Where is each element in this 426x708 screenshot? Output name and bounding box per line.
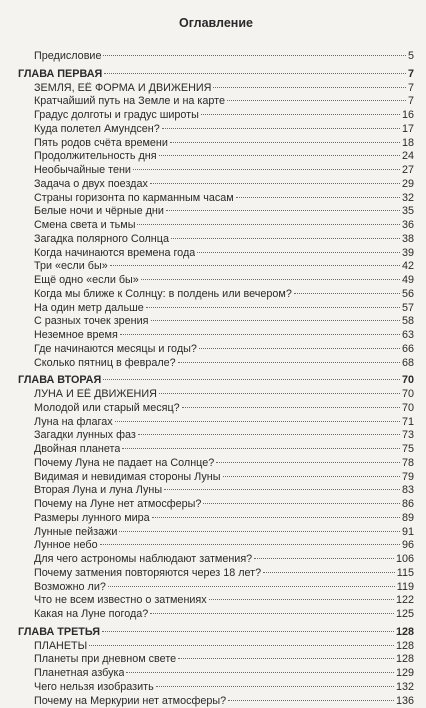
toc-entry-title: С разных точек зрения: [18, 315, 149, 329]
dot-leader: [104, 73, 406, 74]
toc-page-number: 115: [397, 567, 414, 581]
toc-entry-title: Размеры лунного мира: [18, 512, 150, 526]
toc-entry-title: Лунные пейзажи: [18, 526, 117, 540]
toc-entry-title: Сколько пятниц в феврале?: [18, 357, 176, 371]
toc-entry-title: Когда мы ближе к Солнцу: в полдень или вечером?: [18, 288, 292, 302]
dot-leader: [133, 169, 400, 170]
toc-entry-title: Загадки лунных фаз: [18, 429, 136, 443]
dot-leader: [170, 142, 400, 143]
dot-leader: [126, 672, 394, 673]
toc-entry-title: Неземное время: [18, 329, 118, 343]
toc-page-number: 49: [402, 274, 414, 288]
toc-page-number: 5: [408, 50, 414, 64]
toc-entry-row: [18, 526, 414, 540]
dot-leader: [115, 421, 400, 422]
toc-entry-row: [18, 343, 414, 357]
toc-chapter-row: [18, 374, 414, 388]
toc-page-number: 79: [402, 471, 414, 485]
toc-page-number: 119: [397, 581, 414, 595]
dot-leader: [171, 238, 400, 239]
toc-page-number: 18: [402, 137, 414, 151]
toc-entry-title: Ещё одно «если бы»: [18, 274, 139, 288]
toc-entry-row: [18, 512, 414, 526]
toc-entry-row: [18, 123, 414, 137]
toc-entry-row: [18, 329, 414, 343]
toc-entry-title: Видимая и невидимая стороны Луны: [18, 471, 221, 485]
toc-entry-row: [18, 164, 414, 178]
toc-page-number: 75: [402, 443, 414, 457]
dot-leader: [294, 293, 400, 294]
toc-entry-row: [18, 95, 414, 109]
toc-entry-row: [18, 553, 414, 567]
toc-entry-row: [18, 471, 414, 485]
toc-entry-title: Когда начинаются времена года: [18, 247, 195, 261]
toc-entry-row: [18, 247, 414, 261]
toc-page-number: 27: [402, 164, 414, 178]
toc-entry-row: [18, 443, 414, 457]
toc-page-number: 36: [402, 219, 414, 233]
dot-leader: [122, 448, 400, 449]
toc-entry-title: Планеты при дневном свете: [18, 653, 176, 667]
dot-leader: [150, 183, 400, 184]
dot-leader: [141, 279, 400, 280]
toc-entry-row: [18, 82, 414, 96]
toc-page-number: 7: [408, 68, 414, 82]
toc-entry-title: Загадка полярного Солнца: [18, 233, 169, 247]
toc-page-number: 106: [396, 553, 414, 567]
dot-leader: [178, 658, 394, 659]
dot-leader: [159, 155, 400, 156]
toc-entry-title: Где начинаются месяцы и годы?: [18, 343, 197, 357]
toc-page-number: 129: [396, 667, 414, 681]
toc-entry-title: Три «если бы»: [18, 260, 108, 274]
toc-page-number: 42: [402, 260, 414, 274]
toc-entry-title: ГЛАВА ПЕРВАЯ: [18, 68, 102, 82]
toc-entry-title: Необычайные тени: [18, 164, 131, 178]
toc-page-number: 57: [402, 302, 414, 316]
toc-entry-row: [18, 429, 414, 443]
toc-entry-row: [18, 302, 414, 316]
toc-entry-row: [18, 581, 414, 595]
toc-page-number: 63: [402, 329, 414, 343]
toc-entry-title: Почему на Меркурии нет атмосферы?: [18, 695, 226, 708]
toc-page-number: 128: [396, 626, 414, 640]
dot-leader: [150, 613, 394, 614]
toc-page-number: 58: [402, 315, 414, 329]
toc-entry-row: [18, 192, 414, 206]
toc-entry-title: Вторая Луна и луна Луны: [18, 484, 162, 498]
toc-entry-title: ЛУНА И ЕЁ ДВИЖЕНИЯ: [18, 388, 157, 402]
toc-page-number: 125: [396, 608, 414, 622]
dot-leader: [254, 558, 394, 559]
toc-entry-title: ГЛАВА ВТОРАЯ: [18, 374, 101, 388]
toc-page-number: 78: [402, 457, 414, 471]
toc-entry-row: [18, 457, 414, 471]
toc-entry-row: [18, 402, 414, 416]
toc-entry-row: [18, 260, 414, 274]
toc-entry-title: Смена света и тьмы: [18, 219, 135, 233]
toc-page-number: 89: [402, 512, 414, 526]
toc-page-number: 29: [402, 178, 414, 192]
dot-leader: [236, 197, 400, 198]
toc-entry-row: [18, 681, 414, 695]
toc-page-number: 122: [396, 594, 414, 608]
toc-page-number: 73: [402, 429, 414, 443]
dot-leader: [119, 531, 400, 532]
toc-page-number: 128: [396, 653, 414, 667]
toc-entry-title: Предисловие: [18, 50, 101, 64]
toc-page-number: 83: [402, 484, 414, 498]
toc-page-number: 66: [402, 343, 414, 357]
toc-entry-row: [18, 150, 414, 164]
toc-entry-row: [18, 219, 414, 233]
toc-page-number: 56: [402, 288, 414, 302]
toc-entry-row: [18, 233, 414, 247]
dot-leader: [110, 265, 400, 266]
toc-entry-title: Двойная планета: [18, 443, 120, 457]
toc-entry-title: Почему затмения повторяются через 18 лет?: [18, 567, 261, 581]
toc-entry-title: Почему Луна не падает на Солнце?: [18, 457, 214, 471]
toc-page-number: 70: [402, 388, 414, 402]
dot-leader: [213, 87, 406, 88]
dot-leader: [100, 544, 400, 545]
toc-entry-row: [18, 178, 414, 192]
toc-page-number: 68: [402, 357, 414, 371]
toc-page-number: 7: [408, 82, 414, 96]
dot-leader: [151, 320, 400, 321]
toc-entry-title: Лунное небо: [18, 539, 98, 553]
toc-entry-title: Возможно ли?: [18, 581, 106, 595]
toc-page-number: 39: [402, 247, 414, 261]
dot-leader: [89, 645, 394, 646]
dot-leader: [227, 100, 406, 101]
dot-leader: [137, 224, 400, 225]
toc-entry-row: [18, 567, 414, 581]
dot-leader: [178, 362, 400, 363]
toc-entry-title: Луна на флагах: [18, 416, 113, 430]
toc-page-number: 24: [402, 150, 414, 164]
toc-entry-row: [18, 667, 414, 681]
toc-entry-row: [18, 205, 414, 219]
dot-leader: [203, 503, 400, 504]
toc-entry-title: ПЛАНЕТЫ: [18, 640, 87, 654]
toc-page-number: 32: [402, 192, 414, 206]
dot-leader: [108, 586, 395, 587]
toc-page-number: 16: [402, 109, 414, 123]
toc-chapter-row: [18, 626, 414, 640]
toc-entry-row: [18, 357, 414, 371]
toc-page-number: 136: [396, 695, 414, 708]
dot-leader: [162, 128, 400, 129]
toc-entry-title: Что не всем известно о затмениях: [18, 594, 207, 608]
toc-entry-title: Какая на Луне погода?: [18, 608, 148, 622]
dot-leader: [164, 489, 400, 490]
toc-entry-row: [18, 50, 414, 64]
dot-leader: [209, 599, 394, 600]
dot-leader: [228, 700, 394, 701]
dot-leader: [120, 334, 400, 335]
toc-entry-row: [18, 315, 414, 329]
toc-entry-row: [18, 109, 414, 123]
toc-entry-title: Планетная азбука: [18, 667, 124, 681]
toc-entry-title: На один метр дальше: [18, 302, 144, 316]
toc-entry-row: [18, 539, 414, 553]
toc-entry-title: Страны горизонта по карманным часам: [18, 192, 234, 206]
dot-leader: [103, 55, 406, 56]
toc-entry-row: [18, 388, 414, 402]
toc-entry-title: Почему на Луне нет атмосферы?: [18, 498, 201, 512]
toc-entry-title: Куда полетел Амундсен?: [18, 123, 160, 137]
toc-entry-title: Пять родов счёта времени: [18, 137, 168, 151]
toc-entry-row: [18, 137, 414, 151]
toc-page-number: 35: [402, 205, 414, 219]
dot-leader: [263, 572, 395, 573]
toc-page-number: 7: [408, 95, 414, 109]
dot-leader: [182, 407, 400, 408]
dot-leader: [166, 210, 400, 211]
dot-leader: [201, 114, 400, 115]
toc-entry-row: [18, 484, 414, 498]
toc-page-number: 70: [402, 402, 414, 416]
toc-entry-row: [18, 274, 414, 288]
toc-entry-title: Молодой или старый месяц?: [18, 402, 180, 416]
dot-leader: [103, 379, 400, 380]
toc-entry-row: [18, 594, 414, 608]
dot-leader: [146, 307, 400, 308]
dot-leader: [223, 476, 400, 477]
toc-entry-title: Кратчайший путь на Земле и на карте: [18, 95, 225, 109]
toc-page-number: 17: [402, 123, 414, 137]
toc-entry-row: [18, 653, 414, 667]
toc-page-number: 96: [402, 539, 414, 553]
toc-entry-row: [18, 288, 414, 302]
toc-page-number: 70: [402, 374, 414, 388]
toc-entry-title: ГЛАВА ТРЕТЬЯ: [18, 626, 100, 640]
toc-page-number: 91: [402, 526, 414, 540]
page-title: Оглавление: [18, 14, 414, 36]
toc-entry-row: [18, 695, 414, 708]
toc-entry-title: Градус долготы и градус широты: [18, 109, 199, 123]
dot-leader: [156, 686, 394, 687]
dot-leader: [159, 393, 400, 394]
dot-leader: [199, 348, 400, 349]
table-of-contents: [18, 50, 414, 708]
dot-leader: [102, 631, 394, 632]
dot-leader: [138, 434, 400, 435]
toc-page-number: 71: [402, 416, 414, 430]
toc-entry-row: [18, 498, 414, 512]
toc-page-number: 128: [396, 640, 414, 654]
dot-leader: [216, 462, 400, 463]
toc-entry-title: Белые ночи и чёрные дни: [18, 205, 164, 219]
toc-page-number: 86: [402, 498, 414, 512]
dot-leader: [197, 252, 400, 253]
toc-chapter-row: [18, 68, 414, 82]
toc-page-number: 132: [396, 681, 414, 695]
toc-entry-title: Задача о двух поездах: [18, 178, 148, 192]
toc-page-number: 38: [402, 233, 414, 247]
toc-entry-title: Для чего астрономы наблюдают затмения?: [18, 553, 252, 567]
dot-leader: [152, 517, 400, 518]
toc-entry-title: Продолжительность дня: [18, 150, 157, 164]
toc-entry-row: [18, 416, 414, 430]
toc-entry-title: ЗЕМЛЯ, ЕЁ ФОРМА И ДВИЖЕНИЯ: [18, 82, 211, 96]
toc-entry-row: [18, 608, 414, 622]
toc-entry-title: Чего нельзя изобразить: [18, 681, 154, 695]
toc-entry-row: [18, 640, 414, 654]
